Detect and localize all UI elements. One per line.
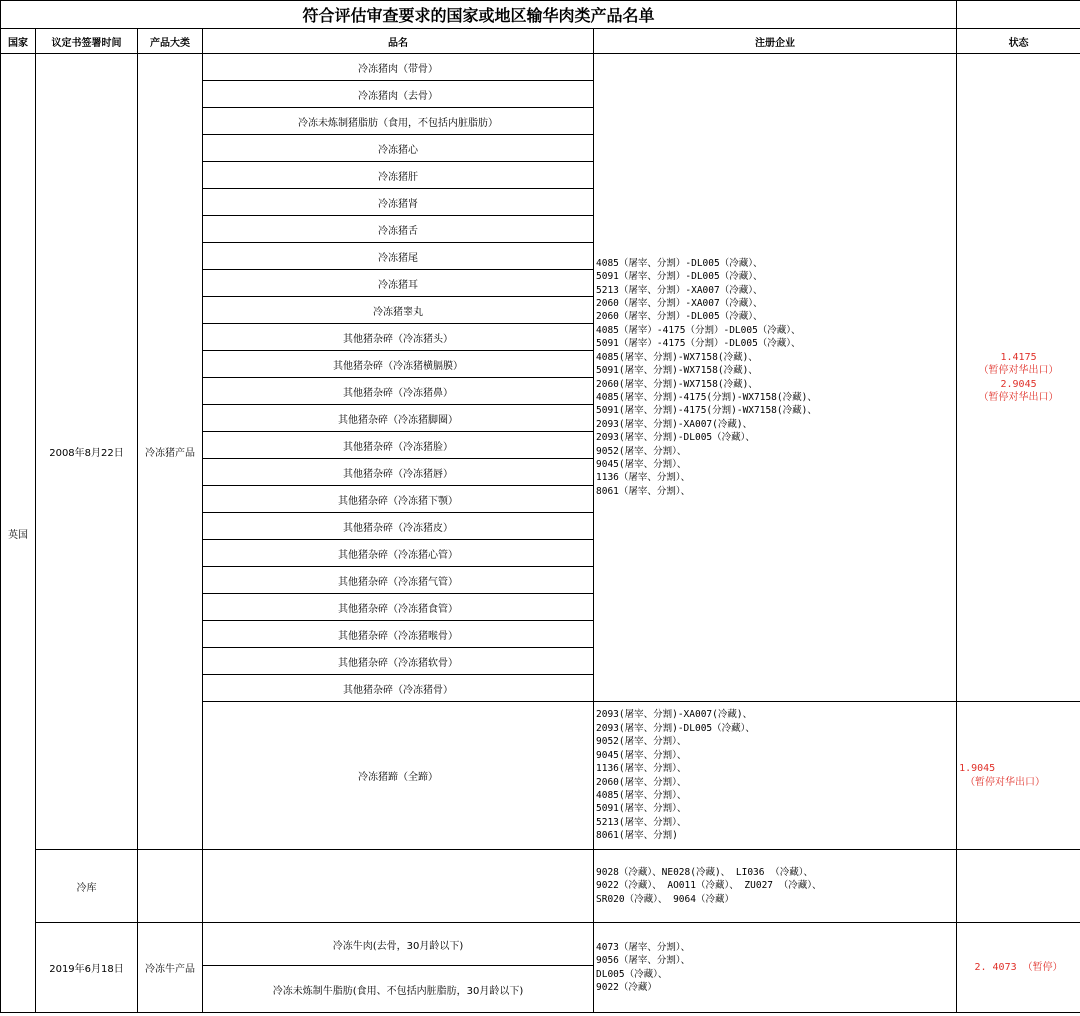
enterprise-line: 2060（屠宰、分割）-DL005（冷藏）、 — [596, 311, 763, 323]
enterprise-line: 9022（冷藏） — [596, 981, 657, 993]
enterprise-line: 9022（冷藏）、 AO011（冷藏）、 ZU027 （冷藏）、 — [596, 880, 822, 892]
header-enterprise: 注册企业 — [594, 29, 957, 54]
enterprise-line: 5091（屠宰、分割）-DL005（冷藏）、 — [596, 271, 763, 283]
cold-storage-label: 冷库 — [36, 850, 138, 923]
product-name: 冷冻未炼制牛脂肪(食用、不包括内脏脂肪，30月龄以下) — [203, 966, 594, 1013]
enterprise-line: 5091（屠宰）-4175（分割）-DL005（冷藏）、 — [596, 338, 801, 350]
enterprise-line: 9045(屠宰、分割）、 — [596, 749, 687, 761]
enterprise-line: 8061(屠宰、分割) — [596, 830, 678, 842]
product-name: 冷冻牛肉(去骨，30月龄以下) — [203, 923, 594, 966]
enterprise-line: 9056（屠宰、分割）、 — [596, 955, 691, 967]
enterprise-line: 4085（屠宰、分割）-DL005（冷藏）、 — [596, 257, 763, 269]
product-name: 冷冻猪肾 — [203, 189, 594, 216]
product-name: 冷冻猪肉（去骨） — [203, 81, 594, 108]
status-line: （暂停对华出口） — [978, 391, 1059, 403]
enterprise-line: 4085（屠宰）-4175（分割）-DL005（冷藏）、 — [596, 324, 801, 336]
header-category: 产品大类 — [138, 29, 203, 54]
enterprise-line: 9052(屠宰、分割）、 — [596, 736, 687, 748]
header-status: 状态 — [957, 29, 1080, 54]
enterprise-list-cold-storage — [594, 850, 957, 923]
status-cell-beef: 2. 4073 （暂停） — [957, 923, 1080, 1013]
table-row — [1, 54, 1080, 81]
product-name: 其他猪杂碎（冷冻猪脸） — [203, 432, 594, 459]
status-line: 2.9045 — [1000, 378, 1037, 390]
header-product: 品名 — [203, 29, 594, 54]
enterprise-list-beef — [594, 923, 957, 1013]
enterprise-line: 4073（屠宰、分割）、 — [596, 941, 691, 953]
product-name: 冷冻猪舌 — [203, 216, 594, 243]
product-name: 其他猪杂碎（冷冻猪软骨） — [203, 648, 594, 675]
status-line: （暂停对华出口） — [978, 365, 1059, 377]
product-name: 冷冻猪肝 — [203, 162, 594, 189]
enterprise-line: 2060（屠宰、分割）-XA007（冷藏）、 — [596, 298, 763, 310]
product-name: 其他猪杂碎（冷冻猪下颚） — [203, 486, 594, 513]
status-line: 1.4175 — [1000, 351, 1037, 363]
enterprise-line: 2060(屠宰、分割）、 — [596, 776, 687, 788]
product-name: 冷冻猪耳 — [203, 270, 594, 297]
enterprise-line: 5213（屠宰、分割）-XA007（冷藏）、 — [596, 284, 763, 296]
title-blank-cell — [957, 1, 1080, 29]
product-name: 其他猪杂碎（冷冻猪骨） — [203, 675, 594, 702]
product-name: 其他猪杂碎（冷冻猪食管） — [203, 594, 594, 621]
enterprise-list-trotters — [594, 702, 957, 850]
enterprise-line: 2093(屠宰、分割)-XA007(冷藏)、 — [596, 709, 753, 721]
enterprise-line: 2093(屠宰、分割)-DL005（冷藏）、 — [596, 722, 755, 734]
status-line: 1.9045 — [959, 763, 996, 775]
product-name: 其他猪杂碎（冷冻猪心管） — [203, 540, 594, 567]
category-cell-beef: 冷冻牛产品 — [138, 923, 203, 1013]
enterprise-line: 2093(屠宰、分割)-XA007(冷藏)、 — [596, 418, 753, 430]
cold-storage-category-blank — [138, 850, 203, 923]
date-cell-pork: 2008年8月22日 — [36, 54, 138, 850]
enterprise-line: 4085(屠宰、分割)-WX7158(冷藏)、 — [596, 351, 758, 363]
enterprise-line: SR020（冷藏）、 9064（冷藏） — [596, 893, 734, 905]
cold-storage-status-blank — [957, 850, 1080, 923]
enterprise-line: 5091(屠宰、分割)-4175(分割)-WX7158(冷藏)、 — [596, 405, 817, 417]
product-name: 其他猪杂碎（冷冻猪横膈膜） — [203, 351, 594, 378]
header-country: 国家 — [1, 29, 36, 54]
product-name: 其他猪杂碎（冷冻猪喉骨） — [203, 621, 594, 648]
header-row — [1, 29, 1080, 54]
product-name: 其他猪杂碎（冷冻猪唇） — [203, 459, 594, 486]
product-name: 其他猪杂碎（冷冻猪脚圈） — [203, 405, 594, 432]
cold-storage-product-blank — [203, 850, 594, 923]
country-cell: 英国 — [1, 54, 36, 1013]
enterprise-line: 1136（屠宰、分割）、 — [596, 472, 691, 484]
table-row — [1, 850, 1080, 923]
status-cell-pork — [957, 54, 1080, 702]
status-line: （暂停对华出口） — [965, 776, 1046, 788]
enterprise-line: 2093(屠宰、分割)-DL005（冷藏）、 — [596, 432, 755, 444]
enterprise-line: 4085(屠宰、分割)-4175(分割)-WX7158(冷藏)、 — [596, 391, 817, 403]
product-name: 冷冻猪睾丸 — [203, 297, 594, 324]
product-name: 其他猪杂碎（冷冻猪皮） — [203, 513, 594, 540]
product-name: 冷冻猪尾 — [203, 243, 594, 270]
enterprise-line: 2060(屠宰、分割)-WX7158(冷藏)、 — [596, 378, 758, 390]
enterprise-line: 5091(屠宰、分割）、 — [596, 803, 687, 815]
product-name: 其他猪杂碎（冷冻猪鼻） — [203, 378, 594, 405]
date-cell-beef: 2019年6月18日 — [36, 923, 138, 1013]
header-date: 议定书签署时间 — [36, 29, 138, 54]
enterprise-line: 8061（屠宰、分割）、 — [596, 485, 691, 497]
page-title: 符合评估审查要求的国家或地区输华肉类产品名单 — [1, 1, 957, 29]
table-row — [1, 923, 1080, 966]
product-name: 冷冻猪肉（带骨） — [203, 54, 594, 81]
enterprise-line: 5091(屠宰、分割)-WX7158(冷藏)、 — [596, 365, 758, 377]
product-name: 其他猪杂碎（冷冻猪气管） — [203, 567, 594, 594]
product-name: 冷冻未炼制猪脂肪（食用，不包括内脏脂肪） — [203, 108, 594, 135]
status-cell-trotters — [957, 702, 1080, 850]
product-name: 冷冻猪蹄（全蹄） — [203, 702, 594, 850]
product-name: 冷冻猪心 — [203, 135, 594, 162]
enterprise-line: 9045(屠宰、分割）、 — [596, 458, 687, 470]
enterprise-line: DL005（冷藏）、 — [596, 968, 668, 980]
enterprise-list-pork — [594, 54, 957, 702]
enterprise-line: 9028（冷藏）、NE028(冷藏)、 LI036 （冷藏）、 — [596, 866, 813, 878]
category-cell-pork: 冷冻猪产品 — [138, 54, 203, 850]
enterprise-line: 9052(屠宰、分割）、 — [596, 445, 687, 457]
enterprise-line: 1136(屠宰、分割）、 — [596, 763, 687, 775]
product-name: 其他猪杂碎（冷冻猪头） — [203, 324, 594, 351]
enterprise-line: 5213(屠宰、分割）、 — [596, 816, 687, 828]
enterprise-line: 4085(屠宰、分割）、 — [596, 789, 687, 801]
